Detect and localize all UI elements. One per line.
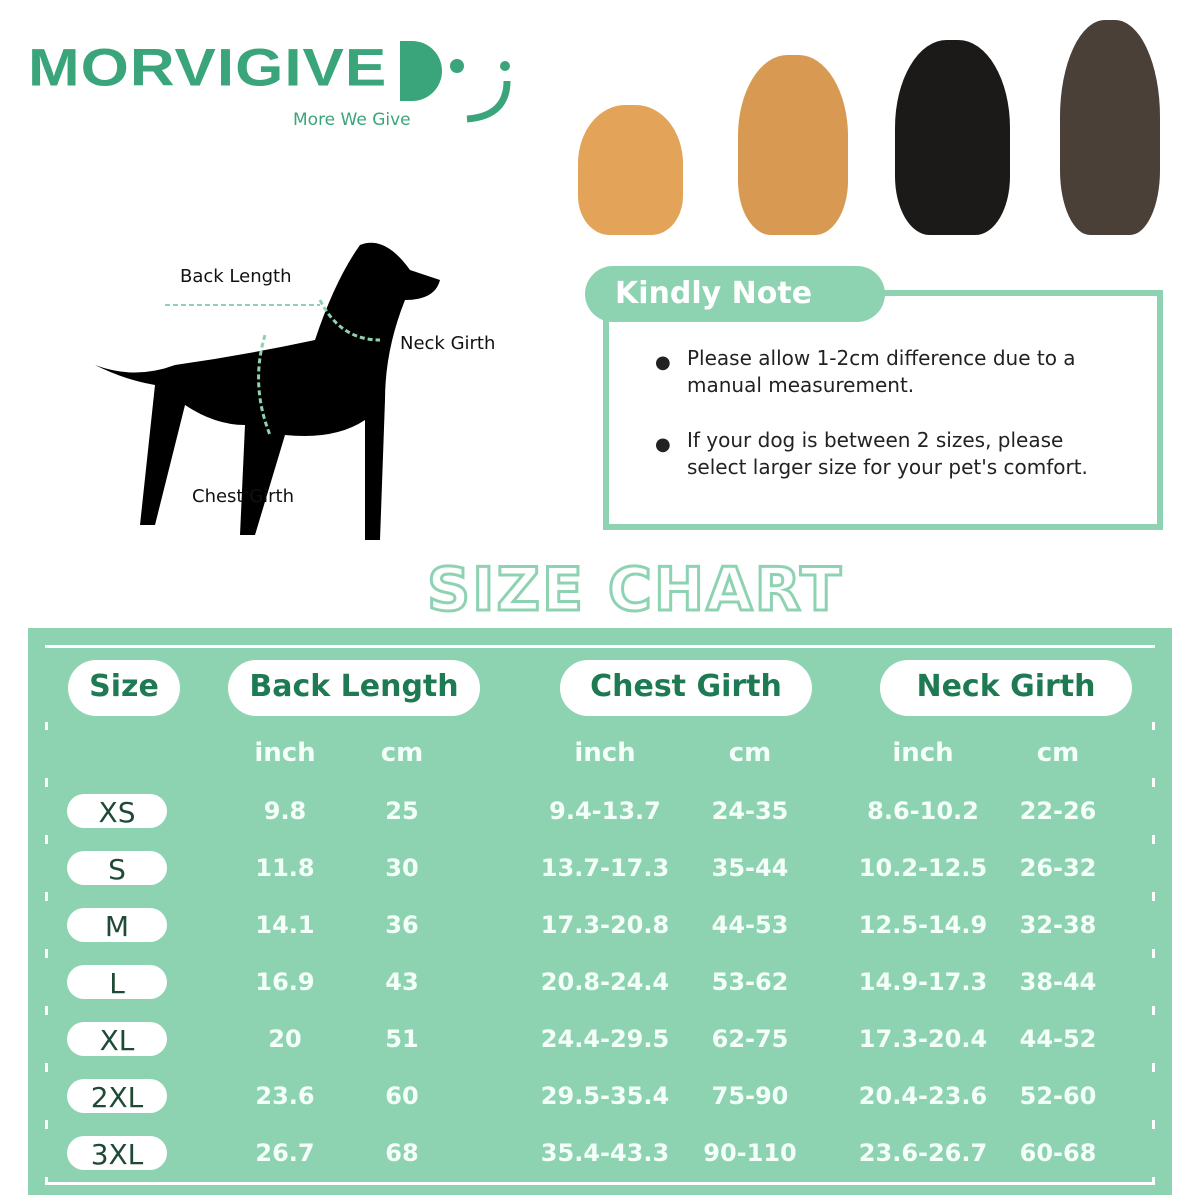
size-label: L (67, 965, 167, 999)
kindly-note-title: Kindly Note (585, 266, 885, 322)
unit-label: inch (254, 738, 316, 768)
note-item: ● Please allow 1-2cm difference due to a manual measurement. (655, 346, 1076, 397)
table-cell: 52-60 (1019, 1082, 1097, 1110)
table-cell: 22-26 (1019, 797, 1097, 825)
table-cell: 60-68 (1019, 1139, 1097, 1167)
table-cell: 29.5-35.4 (540, 1082, 670, 1110)
table-row (45, 787, 1155, 835)
kindly-note-box (603, 290, 1163, 530)
table-cell: 24-35 (711, 797, 789, 825)
table-row (45, 1129, 1155, 1177)
table-cell: 75-90 (711, 1082, 789, 1110)
header-size: Size (68, 660, 180, 716)
table-cell: 38-44 (1019, 968, 1097, 996)
table-cell: 16.9 (255, 968, 315, 996)
table-cell: 51 (385, 1025, 419, 1053)
size-label: S (67, 851, 167, 885)
size-label: 3XL (67, 1136, 167, 1170)
table-cell: 26-32 (1019, 854, 1097, 882)
chest-girth-label: Chest Girth (192, 486, 295, 507)
table-cell: 36 (385, 911, 419, 939)
table-cell: 30 (385, 854, 419, 882)
table-cell: 14.9-17.3 (858, 968, 988, 996)
table-cell: 68 (385, 1139, 419, 1167)
table-cell: 8.6-10.2 (867, 797, 979, 825)
table-cell: 20.8-24.4 (540, 968, 670, 996)
dog-silhouette-icon (90, 240, 460, 565)
table-cell: 43 (385, 968, 419, 996)
table-cell: 44-52 (1019, 1025, 1097, 1053)
header-back-length: Back Length (228, 660, 480, 716)
table-row (45, 844, 1155, 892)
table-cell: 9.4-13.7 (549, 797, 661, 825)
table-cell: 17.3-20.4 (858, 1025, 988, 1053)
table-row (45, 1015, 1155, 1063)
table-cell: 13.7-17.3 (540, 854, 670, 882)
table-row (45, 1072, 1155, 1120)
table-cell: 35-44 (711, 854, 789, 882)
table-cell: 44-53 (711, 911, 789, 939)
table-cell: 60 (385, 1082, 419, 1110)
table-cell: 90-110 (703, 1139, 797, 1167)
header-neck-girth: Neck Girth (880, 660, 1132, 716)
table-cell: 35.4-43.3 (540, 1139, 670, 1167)
labrador-photo (1060, 20, 1160, 235)
size-label: XL (67, 1022, 167, 1056)
table-cell: 14.1 (255, 911, 315, 939)
table-cell: 20.4-23.6 (858, 1082, 988, 1110)
table-cell: 32-38 (1019, 911, 1097, 939)
header-chest-girth: Chest Girth (560, 660, 812, 716)
size-chart-title: SIZE CHART (426, 555, 844, 625)
table-cell: 25 (385, 797, 419, 825)
table-cell: 26.7 (255, 1139, 315, 1167)
unit-label: inch (892, 738, 954, 768)
logo-smile-icon (395, 36, 520, 126)
size-label: M (67, 908, 167, 942)
back-length-label: Back Length (180, 266, 292, 287)
shepherd-photo (895, 40, 1010, 235)
table-cell: 23.6 (255, 1082, 315, 1110)
neck-girth-label: Neck Girth (400, 333, 496, 354)
corgi-photo (578, 105, 683, 235)
unit-label: cm (1036, 738, 1080, 768)
table-cell: 9.8 (263, 797, 307, 825)
shiba-photo (738, 55, 848, 235)
unit-label: cm (728, 738, 772, 768)
brand-logo: MORVIGIVE (28, 38, 388, 98)
table-cell: 23.6-26.7 (858, 1139, 988, 1167)
table-cell: 10.2-12.5 (858, 854, 988, 882)
table-cell: 11.8 (255, 854, 315, 882)
table-cell: 53-62 (711, 968, 789, 996)
table-row (45, 901, 1155, 949)
size-label: 2XL (67, 1079, 167, 1113)
size-label: XS (67, 794, 167, 828)
note-item: ● If your dog is between 2 sizes, please select larger size for your pet's comfort. (655, 428, 1088, 479)
table-cell: 17.3-20.8 (540, 911, 670, 939)
unit-label: inch (574, 738, 636, 768)
table-cell: 62-75 (711, 1025, 789, 1053)
table-cell: 12.5-14.9 (858, 911, 988, 939)
table-cell: 24.4-29.5 (540, 1025, 670, 1053)
brand-tagline: More We Give (293, 110, 411, 130)
unit-label: cm (380, 738, 424, 768)
table-row (45, 958, 1155, 1006)
table-cell: 20 (268, 1025, 302, 1053)
